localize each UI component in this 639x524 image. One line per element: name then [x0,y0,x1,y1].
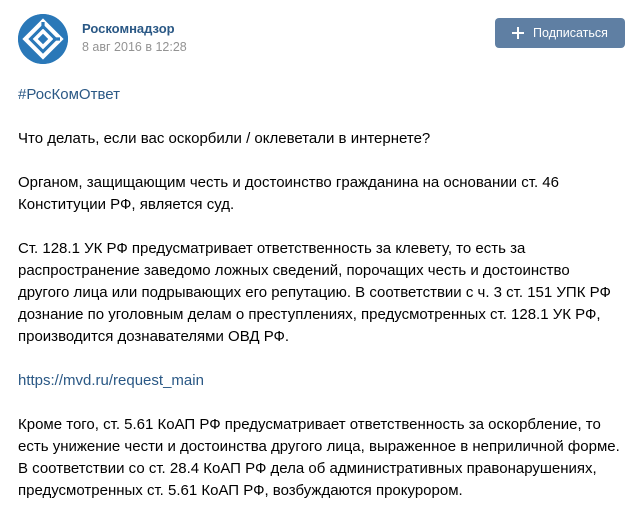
external-link[interactable]: https://mvd.ru/request_main [18,372,204,389]
author-name[interactable]: Роскомнадзор [82,21,175,36]
subscribe-button[interactable] [495,18,625,48]
post-paragraph-3: Кроме того, ст. 5.61 КоАП РФ предусматривает ответственность за оскорбление, то есть унижение чести и достоинства другого лица, выраженное в неприличной форме. В соответствии со ст. 28.4 КоАП РФ дела об административных правонарушениях, предусмотренных ст. 5.61 КоАП РФ, возбуждаются прокурором. [18,416,620,499]
roskomnadzor-logo-icon [18,14,68,64]
post-date[interactable]: 8 авг 2016 в 12:28 [82,40,187,54]
post-text [18,84,623,524]
post-question: Что делать, если вас оскорбили / оклеветали в интернете? [18,130,431,147]
plus-icon [512,27,524,39]
post-header [18,14,628,64]
avatar[interactable] [18,14,68,64]
post-paragraph-1: Органом, защищающим честь и достоинство гражданина на основании ст. 46 Конституции РФ, является суд. [18,174,559,213]
subscribe-label: Подписаться [533,26,608,40]
hashtag-link[interactable]: #РосКомОтвет [18,86,120,103]
post-paragraph-2: Ст. 128.1 УК РФ предусматривает ответственность за клевету, то есть за распространение заведомо ложных сведений, порочащих честь и достоинство другого лица или подрывающих его репутацию. В соответствии с ч. 3 ст. 151 УПК РФ дознание по уголовным делам о преступлениях, предусмотренных ст. 128.1 УК РФ, производится дознавателями ОВД РФ. [18,240,611,345]
